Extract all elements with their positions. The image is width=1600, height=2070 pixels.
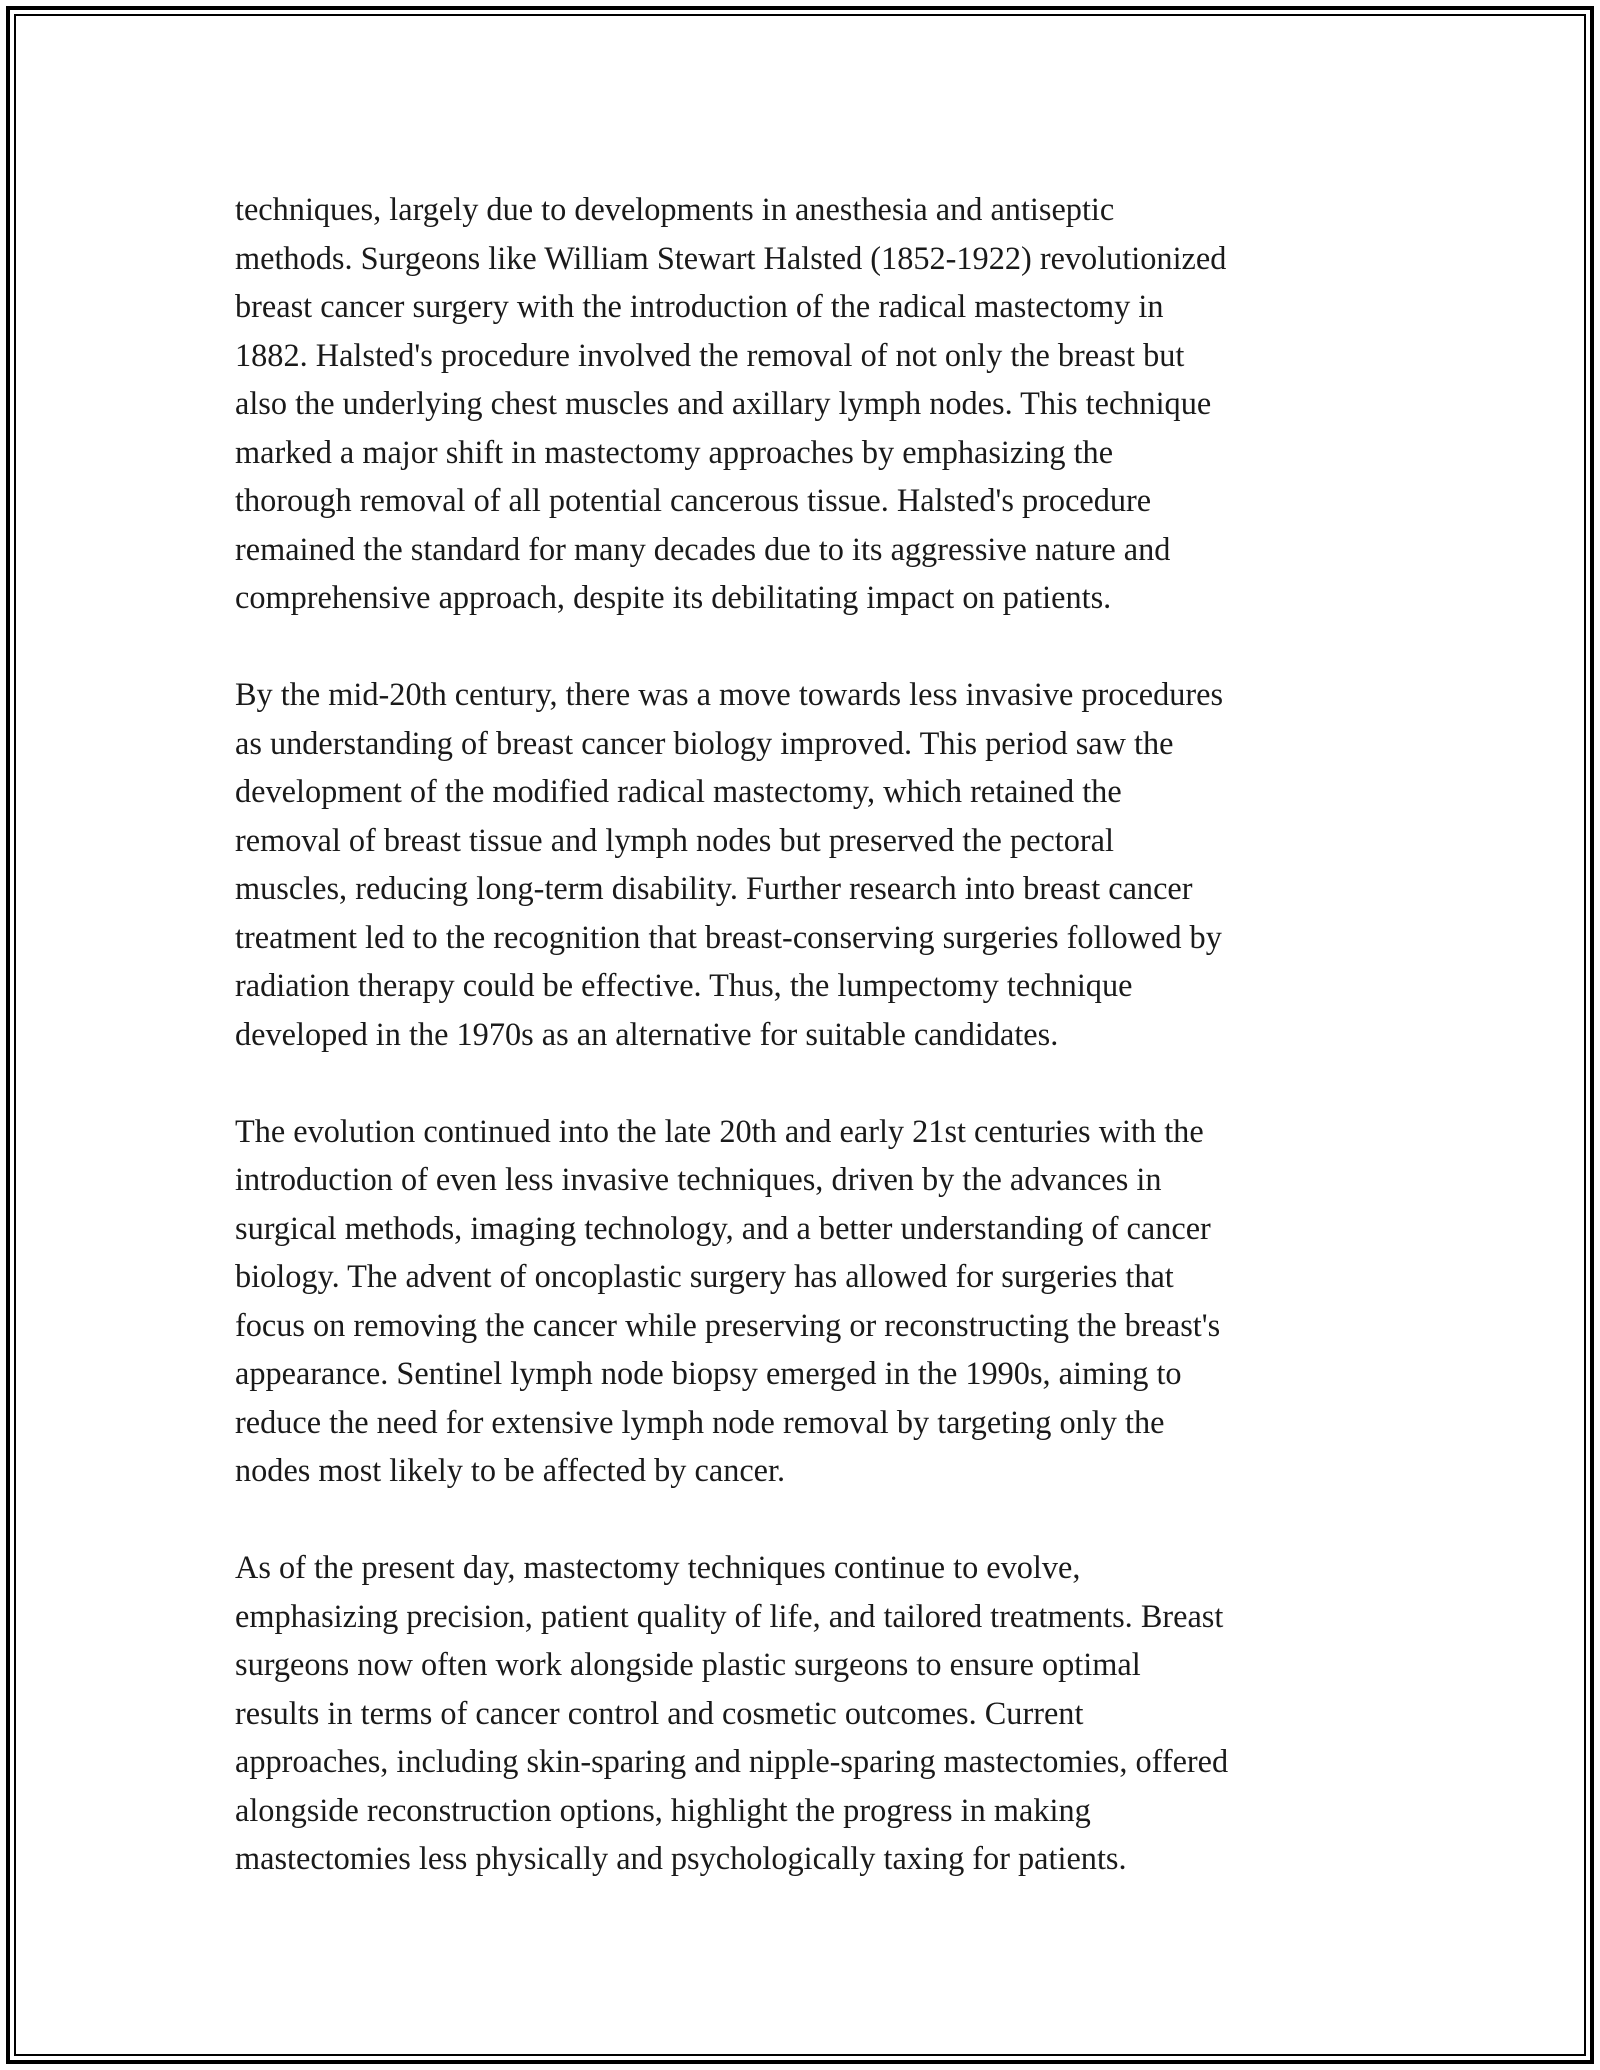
text-line: introduction of even less invasive techniques, driven by the advances in <box>235 1161 1162 1197</box>
text-line: results in terms of cancer control and cosmetic outcomes. Current <box>235 1694 1084 1731</box>
text-line: reduce the need for extensive lymph node removal by targeting only the <box>235 1403 1165 1440</box>
text-line: surgeons now often work alongside plastic surgeons to ensure optimal <box>235 1646 1141 1682</box>
text-line: approaches, including skin-sparing and nipple-sparing mastectomies, offered <box>235 1743 1229 1779</box>
text-line: nodes most likely to be affected by cancer. <box>235 1452 786 1488</box>
paragraph-present-day <box>235 1543 1400 1883</box>
text-line: breast cancer surgery with the introduction of the radical mastectomy in <box>235 288 1164 324</box>
text-line: The evolution continued into the late 20th and early 21st centuries with the <box>235 1112 1204 1149</box>
text-line: development of the modified radical mastectomy, which retained the <box>235 773 1122 809</box>
text-line: biology. The advent of oncoplastic surgery has allowed for surgeries that <box>235 1258 1174 1294</box>
text-line: methods. Surgeons like William Stewart Halsted (1852-1922) revolutionized <box>235 239 1227 276</box>
text-line: treatment led to the recognition that breast-conserving surgeries followed by <box>235 918 1222 955</box>
text-line: comprehensive approach, despite its debilitating impact on patients. <box>235 579 1112 615</box>
text-line: developed in the 1970s as an alternative for suitable candidates. <box>235 1015 1059 1052</box>
text-line: focus on removing the cancer while preserving or reconstructing the breast's <box>235 1306 1221 1343</box>
paragraph-mid-20th-century <box>235 670 1400 1058</box>
text-line: emphasizing precision, patient quality of life, and tailored treatments. Breast <box>235 1597 1224 1634</box>
text-line: surgical methods, imaging technology, and a better understanding of cancer <box>235 1209 1211 1246</box>
text-line: By the mid-20th century, there was a move towards less invasive procedures <box>235 676 1224 712</box>
paragraph-late-20th-century <box>235 1107 1400 1495</box>
text-line: alongside reconstruction options, highlight the progress in making <box>235 1791 1091 1828</box>
text-line: removal of breast tissue and lymph nodes but preserved the pectoral <box>235 821 1114 858</box>
text-line: remained the standard for many decades due to its aggressive nature and <box>235 530 1171 567</box>
text-line: muscles, reducing long-term disability. Further research into breast cancer <box>235 870 1193 906</box>
paragraph-halsted <box>235 185 1400 622</box>
text-line: 1882. Halsted's procedure involved the removal of not only the breast but <box>235 336 1185 373</box>
text-line: mastectomies less physically and psychologically taxing for patients. <box>235 1840 1127 1876</box>
text-line: As of the present day, mastectomy techniques continue to evolve, <box>235 1549 1081 1585</box>
text-line: as understanding of breast cancer biology improved. This period saw the <box>235 724 1174 761</box>
text-line: techniques, largely due to developments in anesthesia and antiseptic <box>235 191 1115 227</box>
text-line: radiation therapy could be effective. Thus, the lumpectomy technique <box>235 967 1133 1003</box>
text-line: also the underlying chest muscles and axillary lymph nodes. This technique <box>235 385 1212 421</box>
text-line: appearance. Sentinel lymph node biopsy emerged in the 1990s, aiming to <box>235 1355 1182 1391</box>
text-line: thorough removal of all potential cancerous tissue. Halsted's procedure <box>235 482 1152 518</box>
document-body <box>235 185 1400 1931</box>
text-line: marked a major shift in mastectomy approaches by emphasizing the <box>235 433 1114 470</box>
